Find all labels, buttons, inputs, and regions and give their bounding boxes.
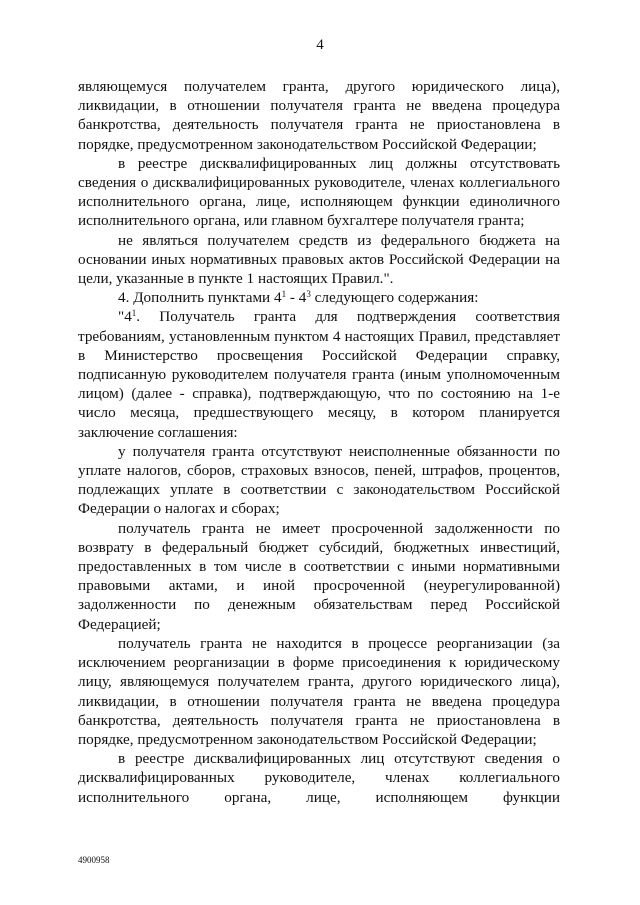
paragraph-5-superscript-1: 1 <box>131 308 137 319</box>
paragraph-6-text: у получателя гранта отсутствуют неисполненные обязанности по уплате налогов, сборов, страховых взносов, пеней, штрафов, процентов, подлежащих уплате в соответствии с законодательством Российской Федерации о налогах и сборах; <box>78 442 560 518</box>
paragraph-3-text: не являться получателем средств из федерального бюджета на основании иных нормативных правовых актов Российской Федерации на цели, указанные в пункте 1 настоящих Правил.". <box>78 231 560 288</box>
paragraph-2 <box>78 154 560 231</box>
paragraph-4-heading <box>78 288 560 307</box>
paragraph-4-text-c: следующего содержания: <box>310 289 479 307</box>
paragraph-9 <box>78 749 560 807</box>
paragraph-1-text: являющемуся получателем гранта, другого юридического лица), ликвидации, в отношении получателя гранта не введена процедура банкротства, деятельность получателя гранта не приостановлена в порядке, предусмотренном законодательством Российской Федерации; <box>78 78 560 153</box>
paragraph-6 <box>78 442 560 519</box>
document-body <box>78 77 560 807</box>
paragraph-5-text-b: . Получатель гранта для подтверждения соответствия требованиям, установленным пунктом 4 настоящих Правил, представляет в Министерство просвещения Российской Федерации справку, подписанную руководителем получателя гранта (иным уполномоченным лицом) (далее - справка), подтверждающую, что по состоянию на 1-е число месяца, предшествующего месяцу, в котором планируется заключение соглашения: <box>78 308 560 441</box>
page-number: 4 <box>316 37 324 53</box>
paragraph-4-text-a: 4. Дополнить пунктами 4 <box>118 289 282 307</box>
paragraph-1 <box>78 77 560 154</box>
paragraph-4-superscript-3: 3 <box>306 289 311 300</box>
paragraph-9-text: в реестре дисквалифицированных лиц отсутствуют сведения о дисквалифицированных руководителе, членах коллегиального исполнительного органа, лице, исполняющем функции <box>78 750 560 806</box>
paragraph-8 <box>78 634 560 749</box>
paragraph-8-text: получатель гранта не находится в процессе реорганизации (за исключением реорганизации в форме присоединения к юридическому лицу, являющемуся получателем гранта, другого юридического лица), ликвидации, в отношении получателя гранта не введена процедура банкротства, деятельность получателя гранта не приостановлена в порядке, предусмотренном законодательством Российской Федерации; <box>78 634 560 748</box>
paragraph-4-text-b: - 4 <box>286 289 307 307</box>
paragraph-2-text: в реестре дисквалифицированных лиц должны отсутствовать сведения о дисквалифицированных руководителе, членах коллегиального исполнительного органа, лице, исполняющем функции единоличного исполнительного органа, или главном бухгалтере получателя гранта; <box>78 154 560 230</box>
paragraph-7-text: получатель гранта не имеет просроченной задолженности по возврату в федеральный бюджет субсидий, бюджетных инвестиций, предоставленных в том числе в соответствии с иными нормативными правовыми актами, и иной просроченной (неурегулированной) задолженности по денежным обязательствам перед Российской Федерацией; <box>78 519 560 633</box>
paragraph-5-clause-4-1 <box>78 307 560 441</box>
paragraph-4-superscript-1: 1 <box>281 289 287 300</box>
document-code: 4900958 <box>78 855 110 865</box>
paragraph-3 <box>78 231 560 289</box>
paragraph-7 <box>78 519 560 634</box>
paragraph-5-text-a: "4 <box>118 308 132 326</box>
